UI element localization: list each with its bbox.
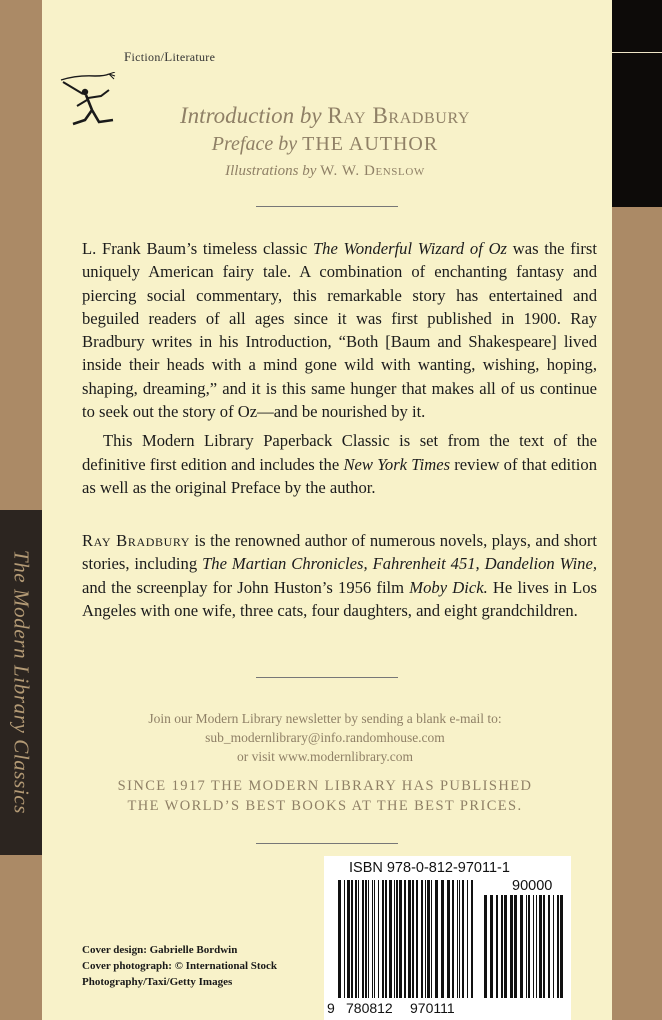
barcode-bar xyxy=(404,880,406,998)
barcode-bar xyxy=(382,880,384,998)
barcode-digit-first: 9 xyxy=(327,1000,335,1016)
barcode-bar xyxy=(462,880,464,998)
barcode-bar xyxy=(399,880,402,998)
barcode-bar xyxy=(396,880,398,998)
right-black-band xyxy=(612,0,662,207)
barcode-bar xyxy=(548,895,550,998)
author-bio: Ray Bradbury is the renowned author of numerous novels, plays, and short stories, including The Martian Chronicles, Fahrenheit 451, Dandelion Wine, and the screenplay for John Huston’s 1956 film Moby Dick. He lives in Los Angeles with one wife, three cats, four daughters, and eight grandchildren. xyxy=(82,531,598,620)
introduction-credit: Introduction by Ray Bradbury xyxy=(180,103,470,128)
barcode-bar xyxy=(490,895,493,998)
barcode-bar xyxy=(441,880,444,998)
isbn-number: ISBN 978-0-812-97011-1 xyxy=(349,860,510,876)
barcode-bar xyxy=(510,895,513,998)
barcode-bar xyxy=(459,880,460,998)
preface-credit: Preface by THE AUTHOR xyxy=(211,133,439,155)
barcode-bar xyxy=(351,880,353,998)
barcode-bar xyxy=(471,880,473,998)
barcode-bar xyxy=(368,880,369,998)
website-link: or visit www.modernlibrary.com xyxy=(237,749,413,764)
barcode-bar xyxy=(358,880,359,998)
newsletter-email: sub_modernlibrary@info.randomhouse.com xyxy=(205,730,445,745)
barcode-bar xyxy=(484,895,487,998)
barcode-bar xyxy=(374,880,375,998)
series-spine-label xyxy=(0,510,42,855)
barcode-bar xyxy=(385,880,387,998)
price-code: 90000 xyxy=(512,878,553,894)
right-band-divider xyxy=(612,52,662,53)
barcode-bar xyxy=(378,880,379,998)
barcode-bar xyxy=(394,880,395,998)
barcode-bar xyxy=(447,880,450,998)
barcode-bar xyxy=(467,880,468,998)
barcode-bar xyxy=(501,895,503,998)
barcode-bar xyxy=(421,880,423,998)
barcode-bar xyxy=(533,895,534,998)
barcode-bar xyxy=(539,895,542,998)
barcode-bar xyxy=(514,895,517,998)
barcode-bar xyxy=(528,895,530,998)
barcode-bar xyxy=(408,880,411,998)
cover-credits: Cover design: Gabrielle Bordwin Cover photograph: © International Stock Photography/Taxi/Getty Images xyxy=(82,944,278,988)
barcode-bar xyxy=(543,895,545,998)
barcode-bar xyxy=(365,880,367,998)
newsletter-info: Join our Modern Library newsletter by sending a blank e-mail to: sub_modernlibrary@info.randomhouse.com or visit www.modernlibrary.com xyxy=(100,709,550,766)
barcode-bar xyxy=(347,880,350,998)
price-addon-barcode xyxy=(484,895,564,998)
series-name: The Modern Library Classics xyxy=(9,549,34,815)
barcode-bar xyxy=(560,895,563,998)
barcode-bar xyxy=(416,880,418,998)
barcode-bar xyxy=(372,880,373,998)
barcode-bar xyxy=(412,880,414,998)
book-description xyxy=(82,237,597,499)
barcode-bar xyxy=(355,880,357,998)
barcode-bar xyxy=(452,880,454,998)
ean-barcode xyxy=(338,880,473,998)
barcode-digits-left: 780812 xyxy=(346,1000,393,1016)
barcode-bar xyxy=(526,895,527,998)
description-paragraph-1: L. Frank Baum’s timeless classic The Wonderful Wizard of Oz was the first uniquely American fairy tale. A combination of enchanting fantasy and piercing social commentary, this remarkable story has entertained and beguiled readers of all ages since it was first published in 1900. Ray Bradbury writes in his Introduction, “Both [Baum and Shakespeare] lived inside their heads with a mind gone wild with wanting, wishing, hoping, shaping, dreaming,” and it is this same hunger that makes all of us continue to seek out the story of Oz—and be nourished by it. xyxy=(82,239,597,422)
barcode-bar xyxy=(389,880,392,998)
divider-middle xyxy=(256,677,398,678)
illustrations-credit: Illustrations by W. W. Denslow xyxy=(225,163,425,179)
description-paragraph-2: This Modern Library Paperback Classic is set from the text of the definitive first edition and includes the New York Times review of that edition as well as the original Preface by the author. xyxy=(82,431,597,497)
barcode-bar xyxy=(427,880,430,998)
category-label: Fiction/Literature xyxy=(124,49,216,64)
barcode-bar xyxy=(431,880,432,998)
barcode-bar xyxy=(520,895,523,998)
divider-top xyxy=(256,206,398,207)
barcode-bar xyxy=(553,895,554,998)
barcode-bar xyxy=(457,880,458,998)
barcode-bar xyxy=(435,880,438,998)
barcode-bar xyxy=(344,880,345,998)
publisher-tagline: SINCE 1917 THE MODERN LIBRARY HAS PUBLISHED THE WORLD’S BEST BOOKS AT THE BEST PRICES. xyxy=(117,778,533,814)
barcode-bar xyxy=(557,895,559,998)
barcode-bar xyxy=(425,880,426,998)
barcode-bar xyxy=(504,895,507,998)
divider-bottom xyxy=(256,843,398,844)
barcode-bar xyxy=(338,880,341,998)
barcode-bar xyxy=(536,895,537,998)
barcode-bar xyxy=(496,895,498,998)
barcode-digits-right: 970111 xyxy=(410,1000,455,1016)
barcode-bar xyxy=(362,880,364,998)
